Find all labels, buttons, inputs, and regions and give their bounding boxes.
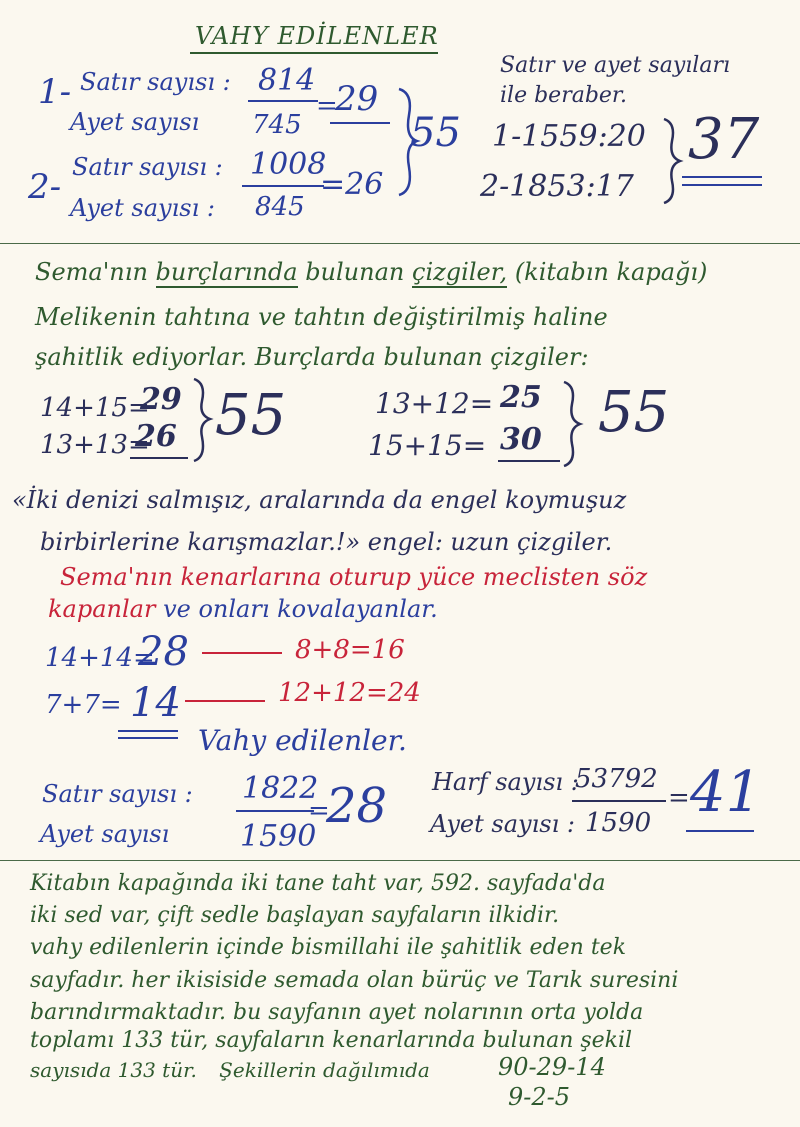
fraction-numerator-1: 814 xyxy=(258,63,316,98)
item-number-1: 1- xyxy=(38,72,72,112)
guard-eq-1-left: 14+14= xyxy=(45,643,155,673)
note-133-text: sayısıda 133 tür. xyxy=(30,1058,197,1082)
guard-eq-2-underline-2 xyxy=(118,737,178,739)
result-29: 29 xyxy=(335,79,379,119)
burc-eq-2-value: 26 xyxy=(135,419,177,454)
burc-eq-4-value: 30 xyxy=(500,422,542,457)
red-text-line-2 xyxy=(48,597,438,621)
burc-eq-4-left: 15+15= xyxy=(368,429,487,462)
sekillerin-dagilimi: Şekillerin dağılımıda xyxy=(219,1058,430,1082)
total-37-underline-1 xyxy=(682,176,762,178)
note-line-7 xyxy=(30,1060,430,1080)
guard-dash-2 xyxy=(185,700,265,702)
kovalayanlar-text: ve onları kovalayanlar. xyxy=(163,595,438,623)
harf-fraction-bar xyxy=(572,800,666,802)
harf-equals: = xyxy=(668,783,690,813)
fraction-bar-1 xyxy=(248,100,318,102)
brace-burc-left xyxy=(190,375,218,465)
note-line-1: Kitabın kapağında iki tane taht var, 592. sayfada'da xyxy=(30,871,606,896)
harf-numerator: 53792 xyxy=(575,764,658,794)
total-55-top: 55 xyxy=(410,110,461,156)
fraction-bar-2 xyxy=(242,185,324,187)
ayet-label-2: Ayet sayısı : xyxy=(70,194,215,222)
satir-numerator-3: 1822 xyxy=(242,771,319,806)
burc-eq-1-value: 29 xyxy=(140,382,182,417)
right-row-2: 2-1853:17 xyxy=(480,169,634,204)
guard-eq-2-right: 12+12=24 xyxy=(278,678,421,708)
harf-result-underline xyxy=(686,830,754,832)
section-divider-1 xyxy=(0,243,800,244)
satir-label-3: Satır sayısı : xyxy=(42,780,193,808)
note-line-3: vahy edilenlerin içinde bismillahi ile şahitlik eden tek xyxy=(30,935,627,960)
quote-line-2-verse: birbirlerine karışmazlar.!» xyxy=(40,528,361,556)
harf-result-41: 41 xyxy=(690,760,762,825)
burc-total-right-55: 55 xyxy=(598,380,670,445)
brace-burc-right xyxy=(560,378,590,470)
section-divider-2 xyxy=(0,860,800,861)
ayet-label-1: Ayet sayısı xyxy=(70,108,200,136)
sema-text-3: şahitlik ediyorlar. Burçlarda bulunan çizgiler: xyxy=(35,343,589,371)
burc-eq-3-left: 13+12= xyxy=(375,387,494,420)
page-title: VAHY EDİLENLER xyxy=(195,22,439,50)
burc-eq-3-value: 25 xyxy=(500,380,542,415)
guard-eq-1-right: 8+8=16 xyxy=(295,635,405,665)
fraction-denominator-2: 845 xyxy=(255,192,305,222)
right-note-line1: Satır ve ayet sayıları xyxy=(500,53,730,78)
satir-label-1: Satır sayısı : xyxy=(80,68,231,96)
red-text-line-1: Sema'nın kenarlarına oturup yüce meclisten söz xyxy=(60,563,648,591)
note-line-4: sayfadır. her ikisiside semada olan bürüç ve Tarık suresini xyxy=(30,968,679,993)
satir-denominator-3: 1590 xyxy=(240,819,317,854)
guard-dash-1 xyxy=(202,652,282,654)
cizgiler-word: çizgiler, xyxy=(412,258,508,286)
note-line-5: barındırmaktadır. bu sayfanın ayet nolarının orta yolda xyxy=(30,1000,644,1025)
burc-total-left-55: 55 xyxy=(215,383,287,448)
guard-eq-1-value: 28 xyxy=(138,629,189,675)
note-line-2: iki sed var, çift sedle başlayan sayfaların ilkidir. xyxy=(30,903,560,928)
sema-word: Sema'nın xyxy=(35,258,148,286)
guard-eq-2-value: 14 xyxy=(130,680,181,726)
bulunan-word: bulunan xyxy=(305,258,405,286)
satir-equals-3: = xyxy=(308,796,330,826)
satir-result-28: 28 xyxy=(326,778,388,834)
quote-line-2 xyxy=(40,530,612,554)
distribution-row-2: 9-2-5 xyxy=(508,1083,571,1111)
ayet-label-4: Ayet sayısı : xyxy=(430,810,575,838)
sema-text-1 xyxy=(35,260,707,284)
kapanlar-word: kapanlar xyxy=(48,595,156,623)
sema-text-2: Melikenin tahtına ve tahtın değiştirilmiş haline xyxy=(35,303,608,331)
result-26: =26 xyxy=(320,167,384,202)
guard-eq-2-left: 7+7= xyxy=(45,690,122,720)
right-note-line2: ile beraber. xyxy=(500,83,628,108)
quote-line-1: «İki denizi salmışız, aralarında da engel koymuşuz xyxy=(12,486,627,514)
burc-eq-2-left: 13+13= xyxy=(40,430,150,460)
brace-right-block xyxy=(660,115,690,207)
burc-eq-1-left: 14+15= xyxy=(40,393,150,423)
total-37-underline-2 xyxy=(682,184,762,186)
fraction-numerator-2: 1008 xyxy=(250,147,327,182)
burclarinda-word: burçlarında xyxy=(155,258,298,286)
item-number-2: 2- xyxy=(28,167,62,207)
harf-label: Harf sayısı : xyxy=(432,768,579,796)
vahy-subtitle: Vahy edilenler. xyxy=(198,724,407,757)
right-row-1: 1-1559:20 xyxy=(492,119,646,154)
note-line-6: toplamı 133 tür, sayfaların kenarlarında bulunan şekil xyxy=(30,1028,633,1053)
title-underline xyxy=(190,52,438,54)
harf-denominator: 1590 xyxy=(585,808,652,838)
distribution-row-1: 90-29-14 xyxy=(498,1053,606,1081)
total-37: 37 xyxy=(688,107,760,172)
engel-note: engel: uzun çizgiler. xyxy=(367,528,613,556)
kitabin-kapagi-note: (kitabın kapağı) xyxy=(514,258,708,286)
burc-eq-4-underline xyxy=(498,460,560,462)
ayet-label-3: Ayet sayısı xyxy=(40,820,170,848)
burc-eq-2-underline xyxy=(130,457,188,459)
equals-sign-1: = xyxy=(316,91,338,121)
result-underline-29 xyxy=(330,122,390,124)
satir-label-2: Satır sayısı : xyxy=(72,153,223,181)
satir-fraction-bar-3 xyxy=(236,810,314,812)
guard-eq-2-underline-1 xyxy=(118,730,178,732)
fraction-denominator-1: 745 xyxy=(252,110,302,140)
